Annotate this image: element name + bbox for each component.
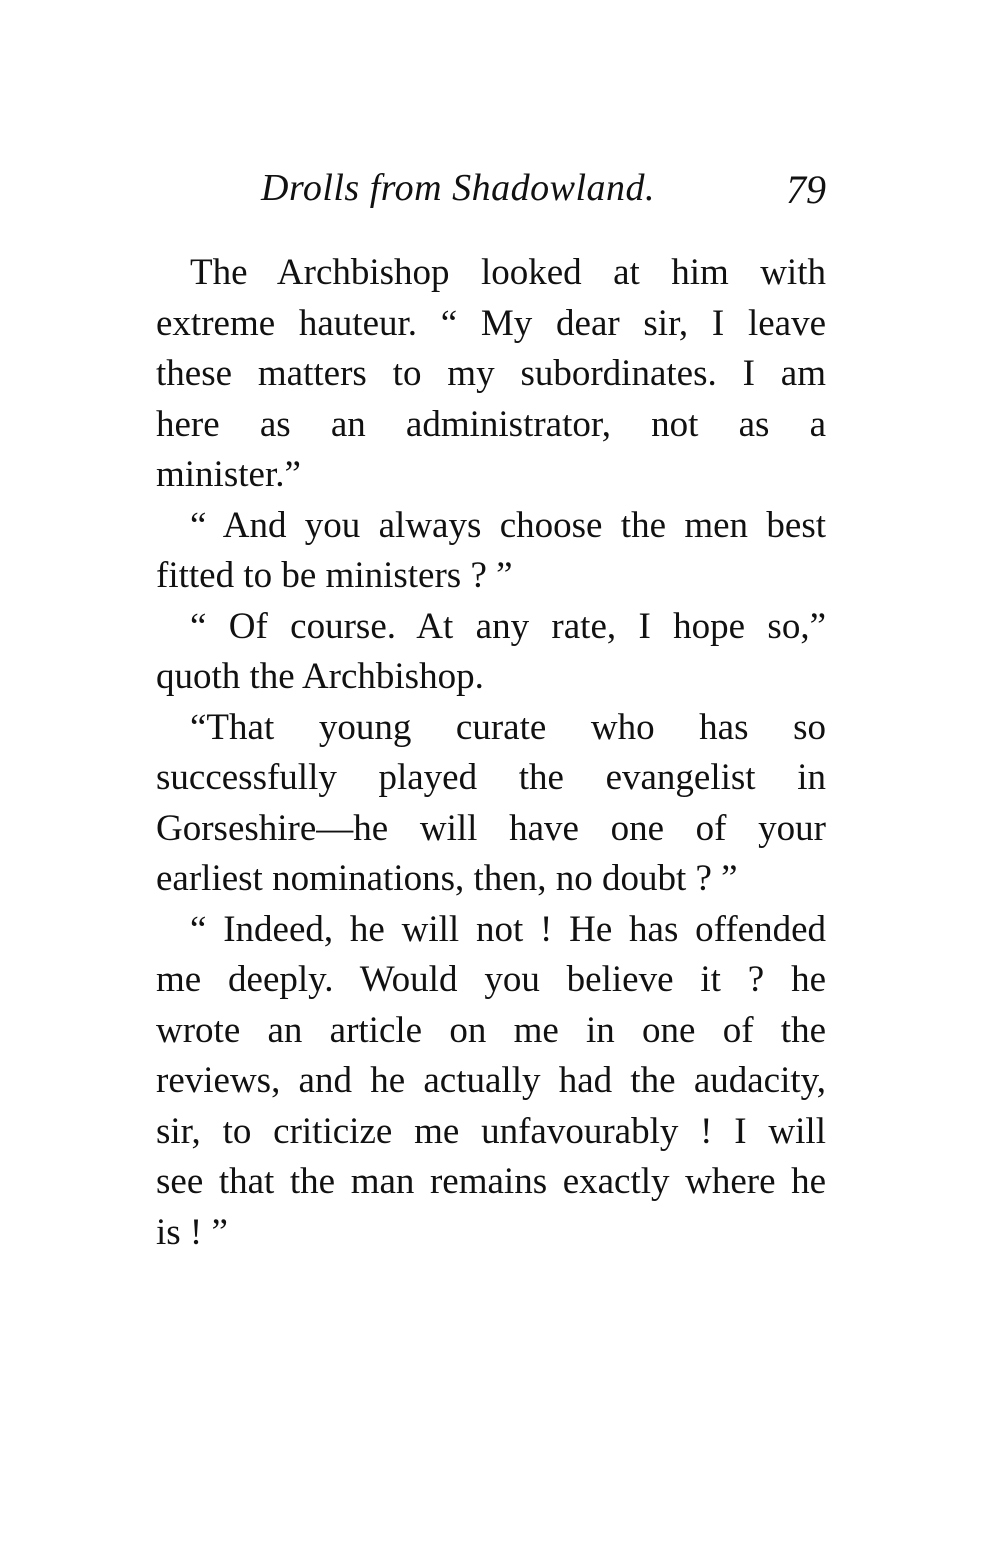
text-line: reviews, and he actually had the audacity,	[156, 1060, 826, 1101]
text-line: minister.”	[156, 454, 301, 495]
body-text	[156, 248, 826, 1258]
text-line: “That young curate who has so	[190, 706, 826, 748]
text-line: successfully played the evangelist in	[156, 757, 826, 798]
text-line: wrote an article on me in one of the	[156, 1009, 826, 1051]
text-line: fitted to be ministers ? ”	[156, 555, 513, 596]
running-head	[156, 166, 826, 220]
text-line: “ Of course. At any rate, I hope so,”	[190, 605, 826, 647]
text-line: “ Indeed, he will not ! He has offended	[190, 908, 826, 950]
text-line: Gorseshire—he will have one of your	[156, 807, 826, 849]
text-line: extreme hauteur. “ My dear sir, I leave	[156, 302, 826, 344]
text-line: these matters to my subordinates. I am	[156, 353, 826, 394]
text-line: see that the man remains exactly where he	[156, 1161, 826, 1202]
text-line: “ And you always choose the men best	[190, 504, 826, 546]
text-line: quoth the Archbishop.	[156, 656, 484, 697]
text-line: sir, to criticize me unfavourably ! I will	[156, 1110, 826, 1152]
text-line: here as an administrator, not as a	[156, 403, 826, 445]
text-line: me deeply. Would you believe it ? he	[156, 959, 826, 1000]
text-line: earliest nominations, then, no doubt ? ”	[156, 858, 738, 899]
text-line: The Archbishop looked at him with	[190, 252, 826, 293]
running-title: Drolls from Shadowland.	[261, 167, 656, 209]
text-line: is ! ”	[156, 1211, 228, 1253]
page-number: 79	[786, 167, 826, 212]
